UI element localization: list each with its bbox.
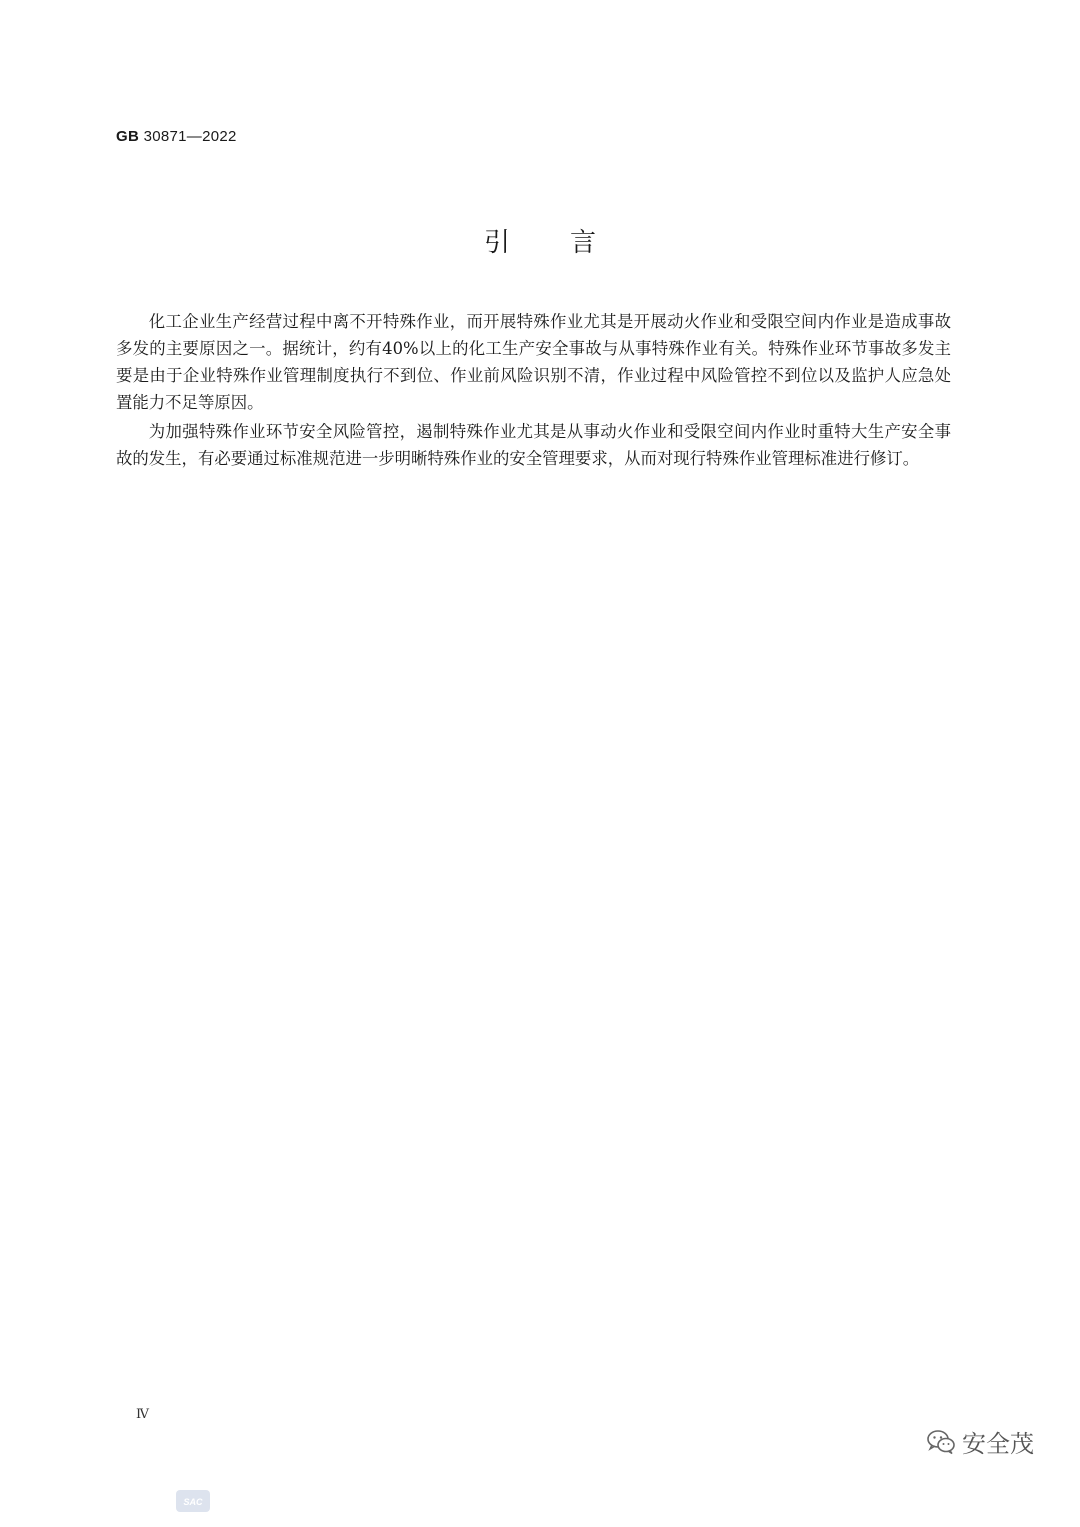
paragraph-1: 化工企业生产经营过程中离不开特殊作业，而开展特殊作业尤其是开展动火作业和受限空间内作业是造成事故多发的主要原因之一。据统计，约有40%以上的化工生产安全事故与从事特殊作业有关。特殊作业环节事故多发主要是由于企业特殊作业管理制度执行不到位、作业前风险识别不清，作业过程中风险管控不到位以及监护人应急处置能力不足等原因。 (116, 312, 951, 412)
introduction-body (116, 308, 951, 474)
sac-logo-text: SAC (183, 1497, 203, 1507)
paragraph-2: 为加强特殊作业环节安全风险管控，遏制特殊作业尤其是从事动火作业和受限空间内作业时重特大生产安全事故的发生，有必要通过标准规范进一步明晰特殊作业的安全管理要求，从而对现行特殊作业管理标准进行修订。 (116, 422, 951, 468)
watermark-text: 安全茂 (962, 1430, 1034, 1458)
wechat-icon (926, 1429, 956, 1455)
standard-prefix: GB (116, 128, 140, 145)
sac-logo-icon (176, 1490, 210, 1512)
page-number: Ⅳ (136, 1406, 149, 1421)
standard-number: 30871—2022 (143, 128, 237, 145)
watermark (926, 1424, 1034, 1459)
page-title: 引言 (483, 228, 656, 258)
standard-code (116, 128, 237, 145)
